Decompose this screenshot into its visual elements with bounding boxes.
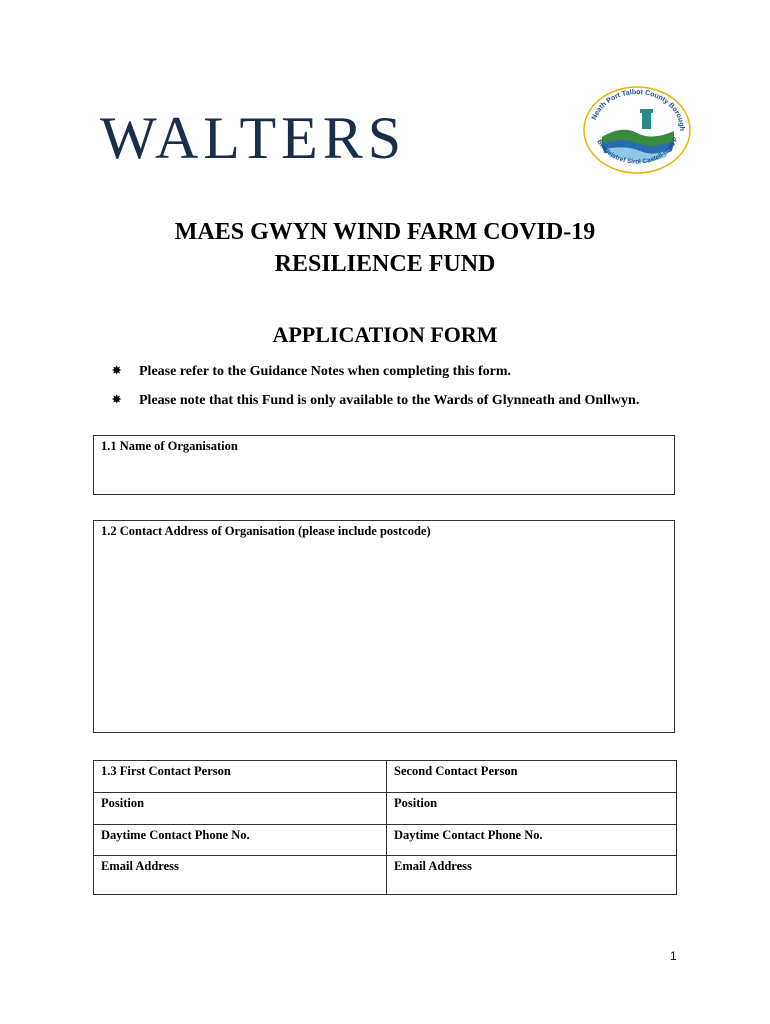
guidance-bullet <box>112 362 652 381</box>
organisation-name-field[interactable] <box>93 435 675 495</box>
table-row <box>94 825 677 856</box>
organisation-name-label: 1.1 Name of Organisation <box>101 439 238 453</box>
contact-persons-table <box>93 760 677 895</box>
form-subtitle: APPLICATION FORM <box>272 322 498 347</box>
form-title-line-2: RESILIENCE FUND <box>274 251 496 277</box>
bullet-icon: ✸ <box>112 365 122 377</box>
form-title <box>0 216 770 280</box>
bullet-icon: ✸ <box>112 394 122 406</box>
bullet-text: Please refer to the Guidance Notes when completing this form. <box>139 364 511 379</box>
wards-bullet <box>112 391 652 410</box>
first-position-cell[interactable]: Position <box>94 793 387 825</box>
second-email-cell[interactable]: Email Address <box>387 856 677 895</box>
page-number: 1 <box>670 949 677 963</box>
first-phone-cell[interactable]: Daytime Contact Phone No. <box>94 825 387 856</box>
form-title-line-1: MAES GWYN WIND FARM COVID-19 <box>174 219 596 245</box>
first-contact-person-cell[interactable]: 1.3 First Contact Person <box>94 761 387 793</box>
second-contact-person-cell[interactable]: Second Contact Person <box>387 761 677 793</box>
walters-logo: WALTERS <box>100 105 407 171</box>
table-row <box>94 856 677 895</box>
second-phone-cell[interactable]: Daytime Contact Phone No. <box>387 825 677 856</box>
first-email-cell[interactable]: Email Address <box>94 856 387 895</box>
bullet-text: Please note that this Fund is only available to the Wards of Glynneath and Onllwyn. <box>139 393 640 408</box>
table-row <box>94 793 677 825</box>
second-position-cell[interactable]: Position <box>387 793 677 825</box>
council-seal-logo <box>582 85 692 175</box>
table-row <box>94 761 677 793</box>
contact-address-label: 1.2 Contact Address of Organisation (please include postcode) <box>101 524 431 538</box>
seal-text-top: Neath Port Talbot County Borough <box>590 88 686 132</box>
seal-text-bottom: Bwrdeistref Sirol Castell-nedd P <box>595 136 680 166</box>
contact-address-field[interactable] <box>93 520 675 733</box>
